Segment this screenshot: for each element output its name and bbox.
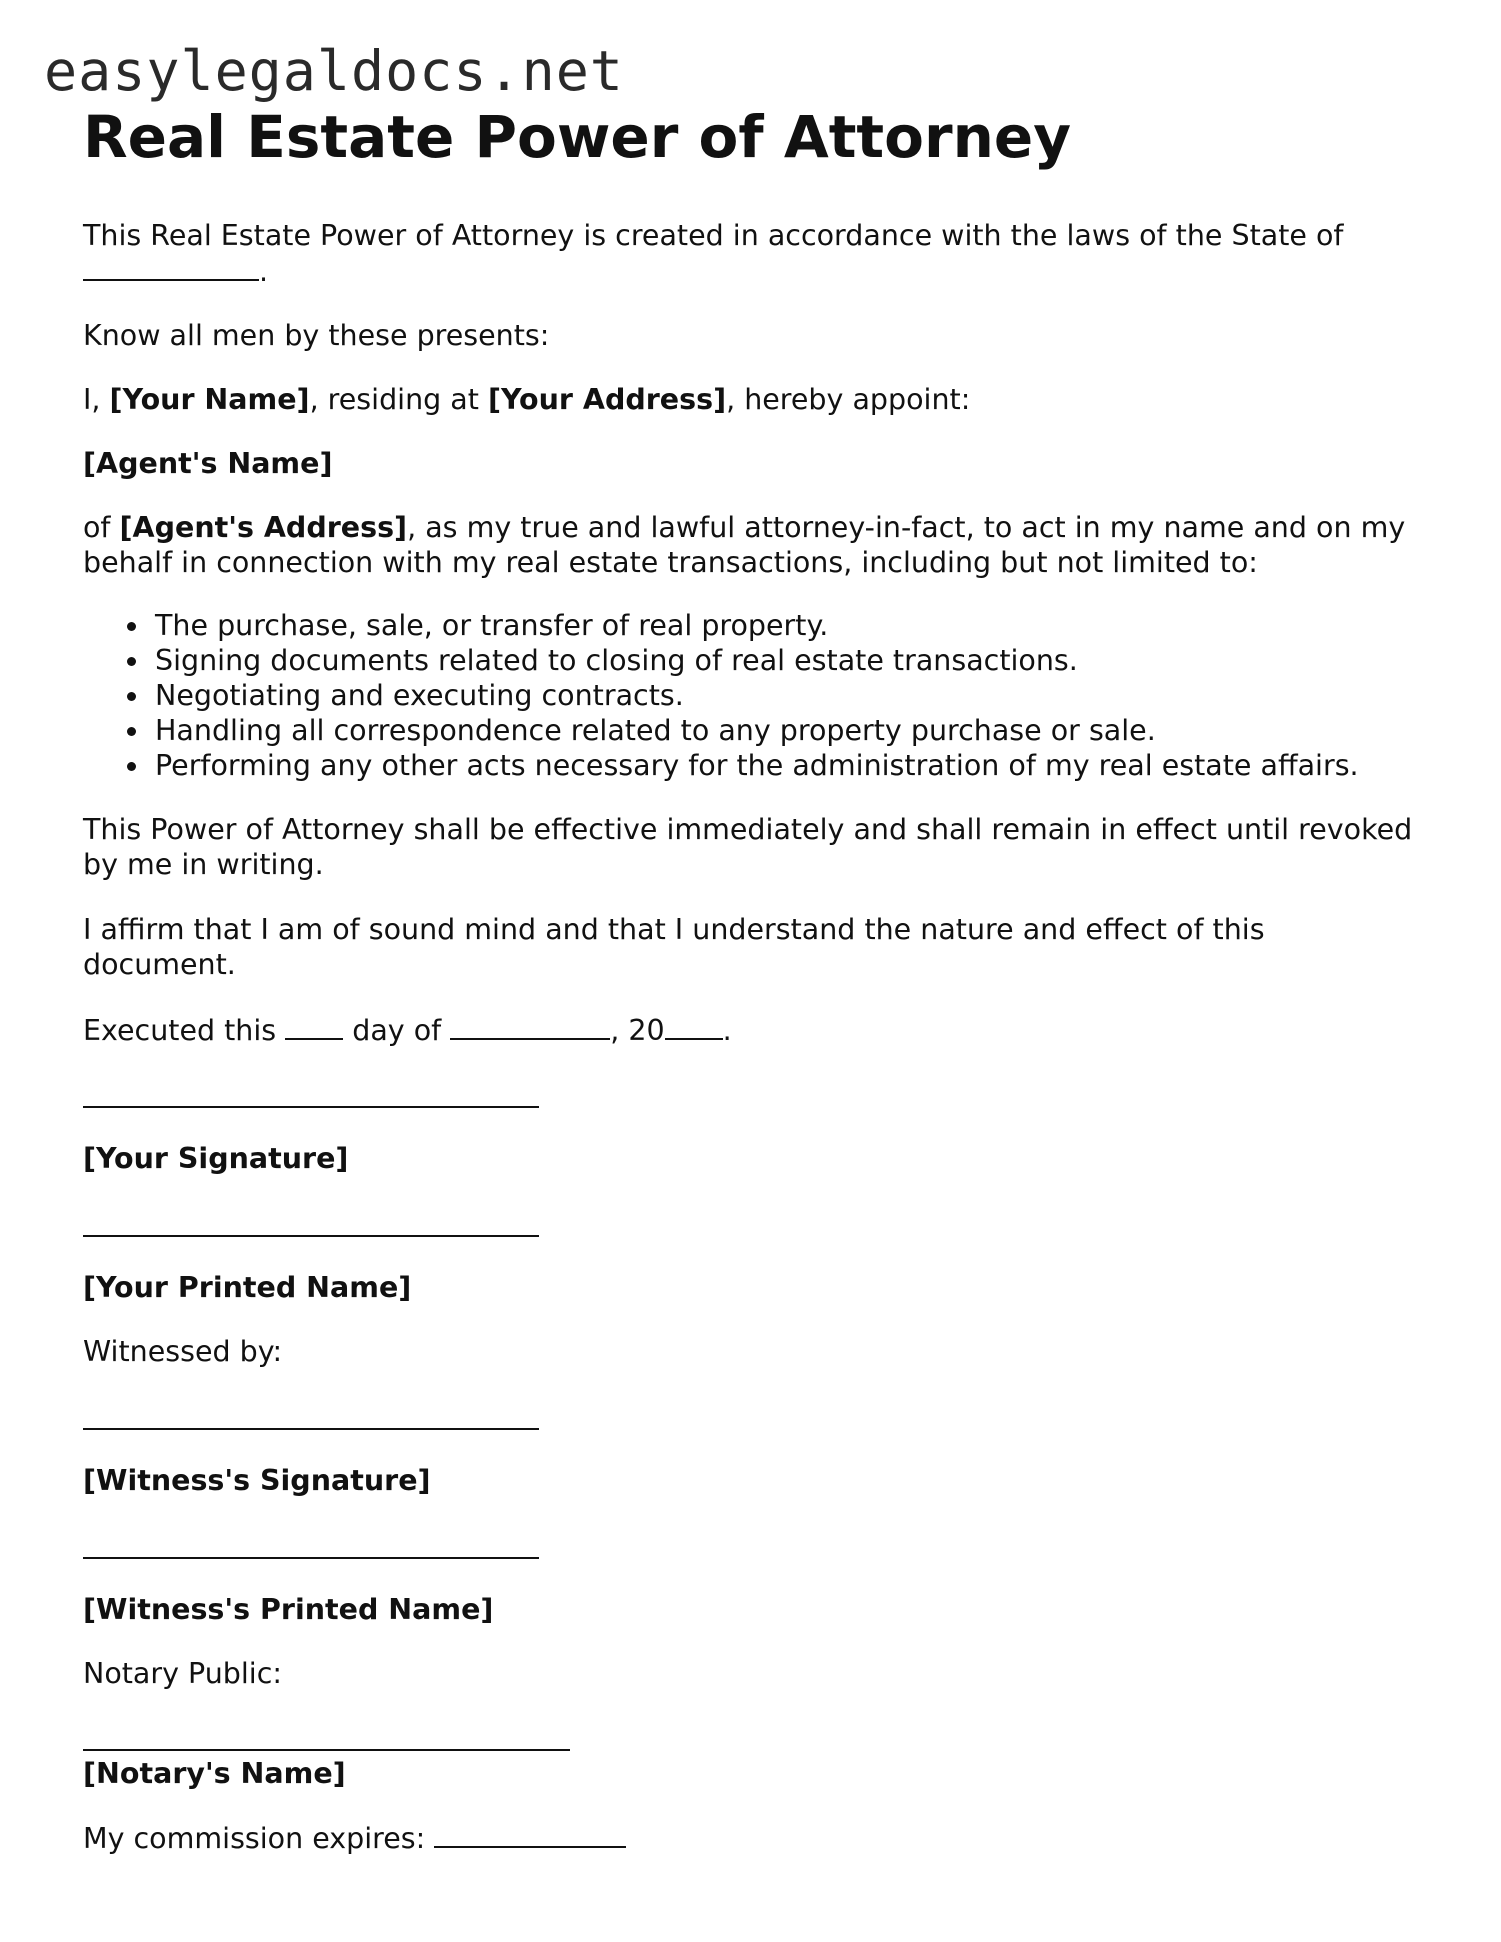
agent-clause-suffix: , as my true and lawful attorney-in-fact, to act in my name and on my behalf in connection with my real estate transactions, including but not limited to:: [83, 511, 1415, 579]
know-all-paragraph: Know all men by these presents:: [83, 319, 550, 352]
appoint-suffix: , hereby appoint:: [726, 383, 971, 416]
witness-printed-name-line[interactable]: [83, 1557, 539, 1559]
commission-expires-label: My commission expires:: [83, 1822, 435, 1855]
list-item: Signing documents related to closing of real estate transactions.: [155, 643, 1359, 678]
commission-expires-blank[interactable]: [434, 1820, 626, 1848]
agent-address-placeholder: [Agent's Address]: [119, 511, 408, 544]
executed-line: [83, 1012, 1413, 1048]
page-title: Real Estate Power of Attorney: [83, 103, 1072, 171]
year-blank[interactable]: [665, 1012, 723, 1040]
list-item: Handling all correspondence related to any property purchase or sale.: [155, 713, 1359, 748]
executed-prefix: Executed this: [83, 1014, 286, 1047]
your-address-placeholder: [Your Address]: [488, 383, 727, 416]
executed-end: .: [722, 1014, 732, 1047]
notary-signature-line[interactable]: [83, 1749, 570, 1751]
agent-clause-paragraph: [83, 510, 1413, 580]
agent-clause-prefix: of: [83, 511, 120, 544]
powers-list: [83, 608, 1359, 783]
day-blank[interactable]: [285, 1012, 343, 1040]
appoint-residing: , residing at: [309, 383, 488, 416]
your-printed-name-line[interactable]: [83, 1235, 539, 1237]
your-printed-name-label: [Your Printed Name]: [83, 1271, 412, 1304]
witness-signature-label: [Witness's Signature]: [83, 1464, 431, 1497]
appoint-prefix: I,: [83, 383, 110, 416]
intro-text: This Real Estate Power of Attorney is created in accordance with the laws of the State of: [83, 219, 1344, 252]
your-signature-line[interactable]: [83, 1106, 539, 1108]
watermark-logo: easylegaldocs.net: [44, 39, 624, 103]
executed-year-prefix: , 20: [610, 1014, 665, 1047]
appointment-paragraph: [83, 382, 1413, 417]
executed-day-of: day of: [343, 1014, 451, 1047]
agent-name-placeholder: [Agent's Name]: [83, 447, 333, 480]
commission-expires-line: [83, 1820, 1413, 1856]
list-item: Negotiating and executing contracts.: [155, 678, 1359, 713]
effective-paragraph: This Power of Attorney shall be effective immediately and shall remain in effect until revoked by me in writing.: [83, 813, 1422, 881]
list-item: The purchase, sale, or transfer of real property.: [155, 608, 1359, 643]
witness-printed-name-label: [Witness's Printed Name]: [83, 1593, 494, 1626]
list-item: Performing any other acts necessary for the administration of my real estate affairs.: [155, 749, 1359, 782]
witnessed-by-label: Witnessed by:: [83, 1335, 283, 1368]
your-signature-label: [Your Signature]: [83, 1142, 349, 1175]
notary-public-label: Notary Public:: [83, 1657, 282, 1690]
month-blank[interactable]: [450, 1012, 610, 1040]
notary-name-label: [Notary's Name]: [83, 1757, 346, 1790]
intro-end: .: [259, 255, 269, 288]
intro-paragraph: [83, 218, 1413, 289]
state-blank[interactable]: [83, 253, 259, 281]
your-name-placeholder: [Your Name]: [109, 383, 310, 416]
witness-signature-line[interactable]: [83, 1428, 539, 1430]
affirm-paragraph: I affirm that I am of sound mind and that I understand the nature and effect of this document.: [83, 913, 1274, 981]
